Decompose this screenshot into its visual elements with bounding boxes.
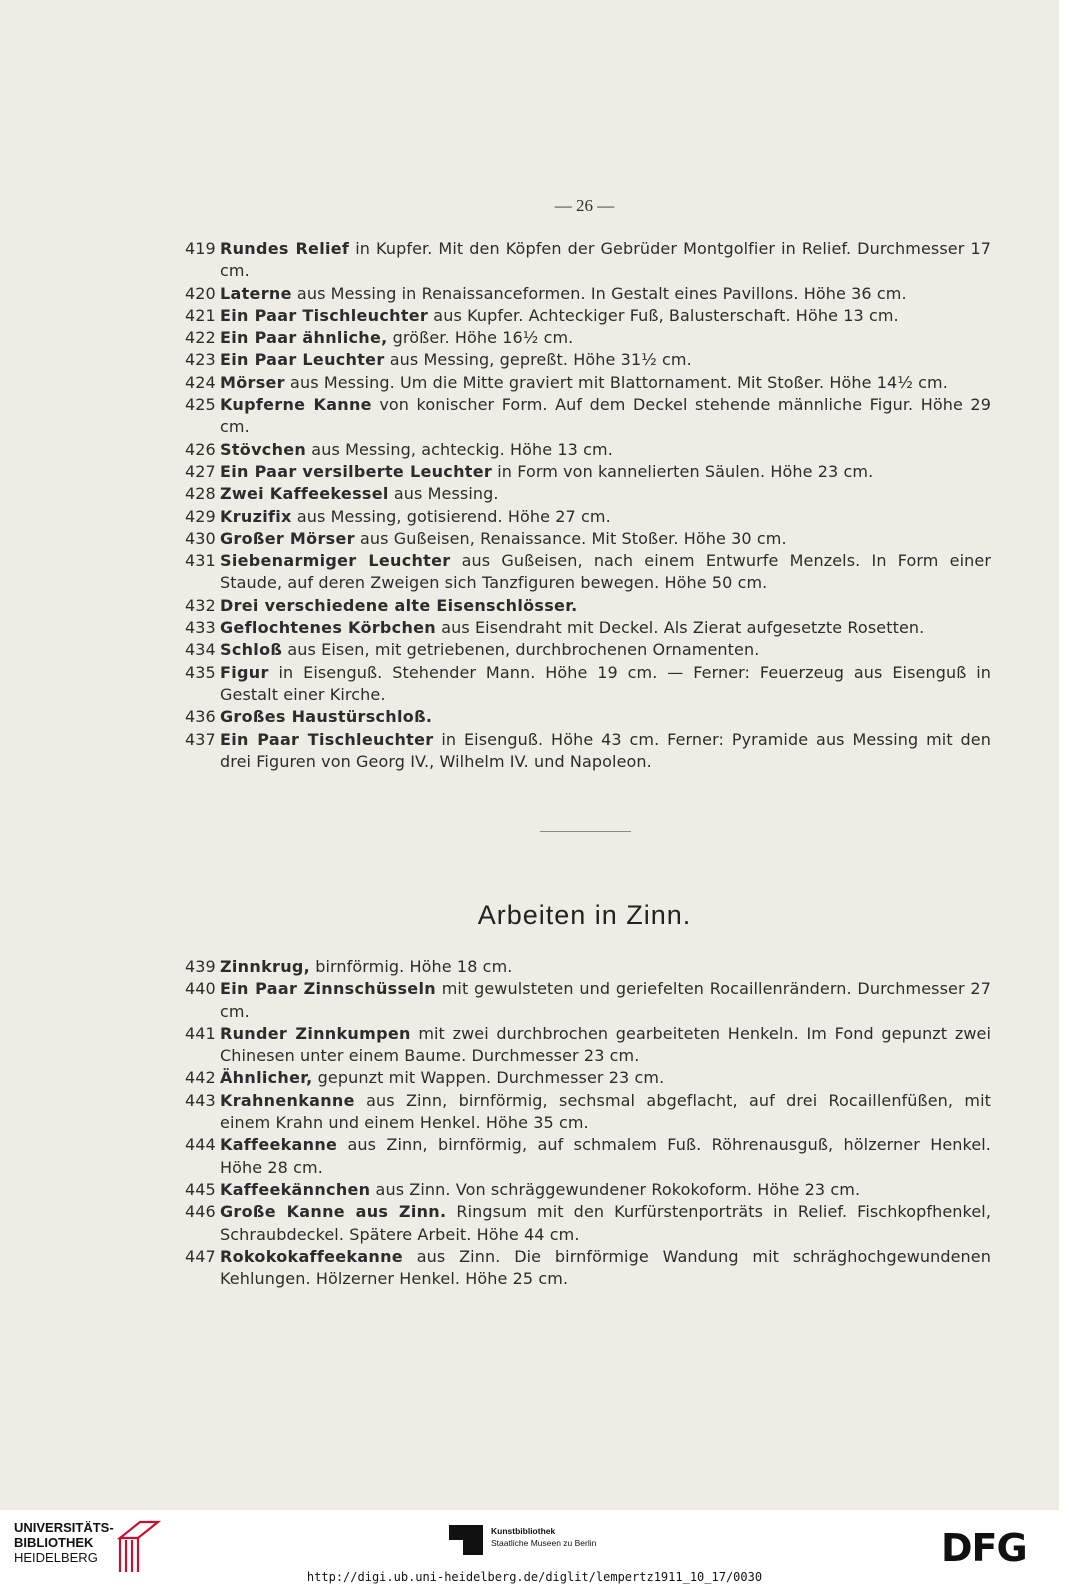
catalog-entry [185, 956, 991, 978]
entry-description: aus Messing in Renaissanceformen. In Gestalt eines Pavillons. Höhe 36 cm. [291, 283, 907, 303]
catalog-entry [185, 1246, 991, 1291]
catalog-entry [185, 662, 991, 707]
source-url[interactable]: http://digi.ub.uni-heidelberg.de/diglit/lempertz1911_10_17/0030 [306, 1570, 763, 1584]
entry-description: aus Eisendraht mit Deckel. Als Zierat aufgesetzte Rosetten. [436, 618, 925, 638]
entry-description: aus Zinn, birnförmig, auf schmalem Fuß. Röhrenausguß, hölzerner Henkel. Höhe 28 cm. [220, 1135, 991, 1177]
entry-number: 422 [185, 328, 216, 348]
entry-number: 446 [185, 1202, 216, 1222]
entry-description: größer. Höhe 16½ cm. [387, 328, 574, 348]
catalog-entry [185, 1090, 991, 1135]
entry-description: aus Messing. Um die Mitte graviert mit Blattornament. Mit Stoßer. Höhe 14½ cm. [284, 372, 948, 392]
catalog-entry [185, 439, 991, 461]
entry-title: Ein Paar Zinnschüsseln [220, 979, 436, 999]
catalog-entries-pewter [185, 956, 991, 1290]
entry-title: Kupferne Kanne [220, 395, 372, 415]
catalog-entry [185, 1023, 991, 1068]
entry-number: 433 [185, 618, 216, 638]
entry-title: Ähnlicher, [220, 1068, 313, 1088]
entry-number: 434 [185, 640, 216, 660]
catalog-entry [185, 461, 991, 483]
entry-title: Ein Paar Tischleuchter [220, 305, 429, 325]
dfg-logo-text: DFG [941, 1530, 1027, 1564]
kb-name: Kunstbibliothek [491, 1526, 556, 1536]
entry-title: Drei verschiedene alte Eisenschlösser. [220, 595, 578, 615]
entry-title: Mörser [220, 372, 285, 392]
catalog-entry [185, 550, 991, 595]
library-emblem-icon [116, 1518, 162, 1576]
entry-number: 445 [185, 1179, 216, 1199]
section-heading: Arbeiten in Zinn. [477, 900, 692, 930]
entry-title: Laterne [220, 283, 292, 303]
catalog-entry [185, 394, 991, 439]
dfg-logo[interactable] [941, 1530, 1041, 1564]
entry-description: aus Gußeisen, nach einem Entwurfe Menzels. In Form einer Staude, auf deren Zweigen sich Tanzfiguren bewegen. Höhe 50 cm. [220, 551, 991, 593]
entry-number: 423 [185, 350, 216, 370]
entry-number: 424 [185, 372, 216, 392]
entry-title: Kaffeekanne [220, 1135, 338, 1155]
entry-description: mit gewulsteten und geriefelten Rocaillenrändern. Durchmesser 27 cm. [220, 979, 991, 1021]
entry-title: Ein Paar Leuchter [220, 350, 385, 370]
entry-title: Siebenarmiger Leuchter [220, 551, 451, 571]
entry-number: 427 [185, 461, 216, 481]
entry-number: 440 [185, 979, 216, 999]
entry-description: aus Messing, achteckig. Höhe 13 cm. [306, 439, 613, 459]
entry-description: aus Gußeisen, Renaissance. Mit Stoßer. Höhe 30 cm. [354, 528, 787, 548]
entry-title: Stövchen [220, 439, 307, 459]
entry-title: Zinnkrug, [220, 957, 311, 976]
entry-number: 441 [185, 1023, 216, 1043]
entry-number: 426 [185, 439, 216, 459]
catalog-entry [185, 729, 991, 774]
entry-title: Ein Paar versilberte Leuchter [220, 461, 493, 481]
entry-number: 444 [185, 1135, 216, 1155]
entry-description: in Form von kannelierten Säulen. Höhe 23 cm. [492, 461, 874, 481]
catalog-entry [185, 706, 991, 728]
entry-description: aus Zinn. Die birnförmige Wandung mit schräghochgewundenen Kehlungen. Hölzerner Henkel. Höhe 25 cm. [220, 1246, 991, 1289]
entry-title: Zwei Kaffeekessel [220, 484, 389, 504]
page-number: — 26 — [554, 196, 615, 215]
entry-number: 439 [185, 957, 216, 976]
library-name-line3: HEIDELBERG [14, 1550, 98, 1565]
entry-description: aus Zinn. Von schräggewundener Rokokoform. Höhe 23 cm. [370, 1179, 861, 1199]
entry-number: 420 [185, 283, 216, 303]
catalog-entry [185, 506, 991, 528]
entry-number: 425 [185, 395, 216, 415]
entry-description: aus Eisen, mit getriebenen, durchbrochenen Ornamenten. [282, 640, 760, 660]
entry-number: 428 [185, 484, 216, 504]
entry-number: 435 [185, 662, 216, 682]
entry-number: 419 [185, 239, 216, 258]
entry-title: Großes Haustürschloß. [220, 707, 433, 727]
entry-number: 430 [185, 528, 216, 548]
entry-number: 437 [185, 729, 216, 749]
entry-title: Große Kanne aus Zinn. [220, 1202, 447, 1222]
entry-number: 432 [185, 595, 216, 615]
entry-description: Ringsum mit den Kurfürstenporträts in Relief. Fischkopfhenkel, Schraubdeckel. Spätere Arbeit. Höhe 44 cm. [220, 1202, 992, 1244]
entry-description: aus Messing, gepreßt. Höhe 31½ cm. [384, 350, 692, 370]
catalog-entry [185, 483, 991, 505]
entry-title: Rundes Relief [220, 239, 350, 258]
catalog-entry [185, 1067, 991, 1089]
entry-description: in Eisenguß. Höhe 43 cm. Ferner: Pyramide aus Messing mit den drei Figuren von Georg IV., Wilhelm IV. und Napoleon. [220, 729, 991, 771]
kb-subtitle: Staatliche Museen zu Berlin [491, 1538, 597, 1548]
catalog-entry [185, 639, 991, 661]
entry-description: birnförmig. Höhe 18 cm. [310, 957, 513, 976]
catalog-entry [185, 617, 991, 639]
entry-description: aus Zinn, birnförmig, sechsmal abgeflacht, auf drei Rocaillenfüßen, mit einem Krahn und einem Henkel. Höhe 35 cm. [220, 1090, 991, 1133]
entry-number: 436 [185, 707, 216, 727]
entry-title: Krahnenkanne [220, 1090, 355, 1110]
entry-description: aus Messing. [388, 484, 499, 504]
entry-number: 429 [185, 506, 216, 526]
catalog-entry [185, 1134, 991, 1179]
catalog-entry [185, 595, 991, 617]
entry-title: Kaffeekännchen [220, 1179, 371, 1199]
entry-description: mit zwei durchbrochen gearbeiteten Henkeln. Im Fond gepunzt zwei Chinesen unter einem Baume. Durchmesser 23 cm. [220, 1023, 991, 1066]
catalog-entry [185, 528, 991, 550]
catalog-entries-metal [185, 238, 991, 773]
library-name-line2: BIBLIOTHEK [14, 1535, 94, 1550]
catalog-entry [185, 372, 991, 394]
entry-description: in Kupfer. Mit den Köpfen der Gebrüder Montgolfier in Relief. Durchmesser 17 cm. [220, 239, 991, 281]
catalog-entry [185, 283, 991, 305]
catalog-entry [185, 305, 991, 327]
entry-title: Figur [220, 662, 269, 682]
entry-description: in Eisenguß. Stehender Mann. Höhe 19 cm. — Ferner: Feuerzeug aus Eisenguß in Gestalt einer Kirche. [220, 662, 991, 704]
university-library-logo[interactable] [14, 1520, 114, 1565]
entry-title: Kruzifix [220, 506, 292, 526]
catalog-entry [185, 327, 991, 349]
entry-description: aus Messing, gotisierend. Höhe 27 cm. [291, 506, 611, 526]
entry-number: 443 [185, 1090, 216, 1110]
entry-title: Geflochtenes Körbchen [220, 618, 437, 638]
catalog-entry [185, 1179, 991, 1201]
entry-title: Runder Zinnkumpen [220, 1023, 411, 1043]
kunstbibliothek-label [491, 1525, 596, 1549]
section-divider [540, 831, 631, 832]
catalog-entry [185, 978, 991, 1023]
entry-title: Rokokokaffeekanne [220, 1246, 403, 1266]
catalog-entry [185, 349, 991, 371]
entry-number: 447 [185, 1246, 216, 1266]
entry-description: von konischer Form. Auf dem Deckel stehende männliche Figur. Höhe 29 cm. [220, 395, 991, 437]
catalog-entry [185, 238, 991, 283]
entry-number: 431 [185, 551, 216, 571]
entry-title: Großer Mörser [220, 528, 355, 548]
entry-description: gepunzt mit Wappen. Durchmesser 23 cm. [312, 1068, 665, 1088]
entry-number: 421 [185, 305, 216, 325]
footer-bar [0, 1510, 1069, 1589]
kunstbibliothek-logo-icon[interactable] [449, 1525, 483, 1555]
entry-description: aus Kupfer. Achteckiger Fuß, Balusterschaft. Höhe 13 cm. [428, 305, 899, 325]
library-name-line1: UNIVERSITÄTS- [14, 1520, 114, 1535]
entry-title: Ein Paar ähnliche, [220, 328, 388, 348]
entry-number: 442 [185, 1068, 216, 1088]
entry-title: Schloß [220, 640, 283, 660]
catalog-entry [185, 1201, 991, 1246]
entry-title: Ein Paar Tischleuchter [220, 729, 434, 749]
